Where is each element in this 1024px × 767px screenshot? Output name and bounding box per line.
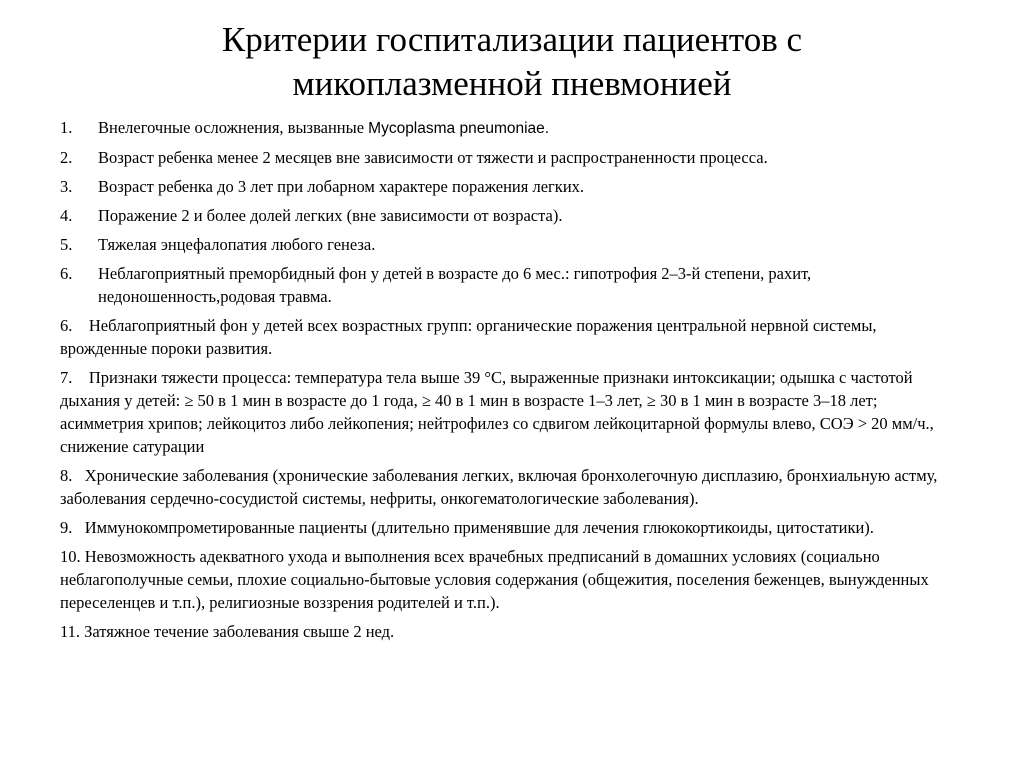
item-number: 6. xyxy=(60,316,73,335)
item-number: 3. xyxy=(60,177,73,196)
title-line-1: Критерии госпитализации пациентов с xyxy=(221,20,803,59)
list-item xyxy=(60,545,960,614)
item-number: 6. xyxy=(60,264,73,283)
list-item xyxy=(60,116,960,140)
item-number: 7. xyxy=(60,368,73,387)
item-text: Хронические заболевания (хронические заболевания легких, включая бронхолегочную дисплазию, бронхиальную астму, заболевания сердечно-сосудистой системы, нефриты, онкогематологические заболевания). xyxy=(60,466,938,508)
item-text: Неблагоприятный фон у детей всех возрастных групп: органические поражения центральной нервной системы, врожденные пороки развития. xyxy=(60,316,877,358)
list-item xyxy=(60,233,960,256)
item-text: Тяжелая энцефалопатия любого генеза. xyxy=(98,235,376,254)
list-item xyxy=(60,175,960,198)
item-text: Затяжное течение заболевания свыше 2 нед. xyxy=(84,622,395,641)
item-text: Возраст ребенка менее 2 месяцев вне зависимости от тяжести и распространенности процесса. xyxy=(98,148,768,167)
list-item xyxy=(60,262,960,308)
list-item xyxy=(60,366,960,458)
list-item xyxy=(60,464,960,510)
slide-title xyxy=(90,18,934,106)
item-number: 2. xyxy=(60,148,73,167)
item-number: 4. xyxy=(60,206,73,225)
item-text: Неблагоприятный преморбидный фон у детей в возрасте до 6 мес.: гипотрофия 2–3-й степени, рахит, недоношенность,родовая травма. xyxy=(98,264,812,306)
item-text: Поражение 2 и более долей легких (вне зависимости от возраста). xyxy=(98,206,563,225)
item-number: 5. xyxy=(60,235,73,254)
item-text: Признаки тяжести процесса: температура тела выше 39 °С, выраженные признаки интоксикации; одышка с частотой дыхания у детей: ≥ 50 в 1 мин в возрасте до 1 года, ≥ 40 в 1 мин в возрасте 1–3 лет, ≥ 30 в 1 мин в возрасте 3–18 лет; асимметрия хрипов; лейкоцитоз либо лейкопения; нейтрофилез со сдвигом лейкоцитарной формулы влево, СОЭ > 20 мм/ч., снижение сатурации xyxy=(60,368,934,456)
list-item xyxy=(60,314,960,360)
item-text-part: Внелегочные осложнения, вызванные xyxy=(98,118,369,137)
title-line-2: микоплазменной пневмонией xyxy=(292,64,732,103)
list-item xyxy=(60,516,960,539)
criteria-list xyxy=(60,116,960,649)
item-text: Возраст ребенка до 3 лет при лобарном характере поражения легких. xyxy=(98,177,585,196)
list-item xyxy=(60,620,960,643)
item-text: Невозможность адекватного ухода и выполнения всех врачебных предписаний в домашних условиях (социально неблагополучные семьи, плохие социально-бытовые условия содержания (общежития, поселения беженцев, вынужденных переселенцев и т.п.), религиозные воззрения родителей и т.п.). xyxy=(60,547,929,612)
item-number: 10. xyxy=(60,547,81,566)
pathogen-name: Mycoplasma pneumoniae. xyxy=(368,120,550,137)
item-text xyxy=(98,116,960,140)
item-number: 11. xyxy=(60,622,81,641)
list-item xyxy=(60,204,960,227)
item-text: Иммунокомпрометированные пациенты (длительно применявшие для лечения глюкокортикоиды, цитостатики). xyxy=(84,518,874,537)
item-number: 9. xyxy=(60,518,73,537)
list-item xyxy=(60,146,960,169)
item-number: 1. xyxy=(60,118,73,137)
item-number: 8. xyxy=(60,466,73,485)
